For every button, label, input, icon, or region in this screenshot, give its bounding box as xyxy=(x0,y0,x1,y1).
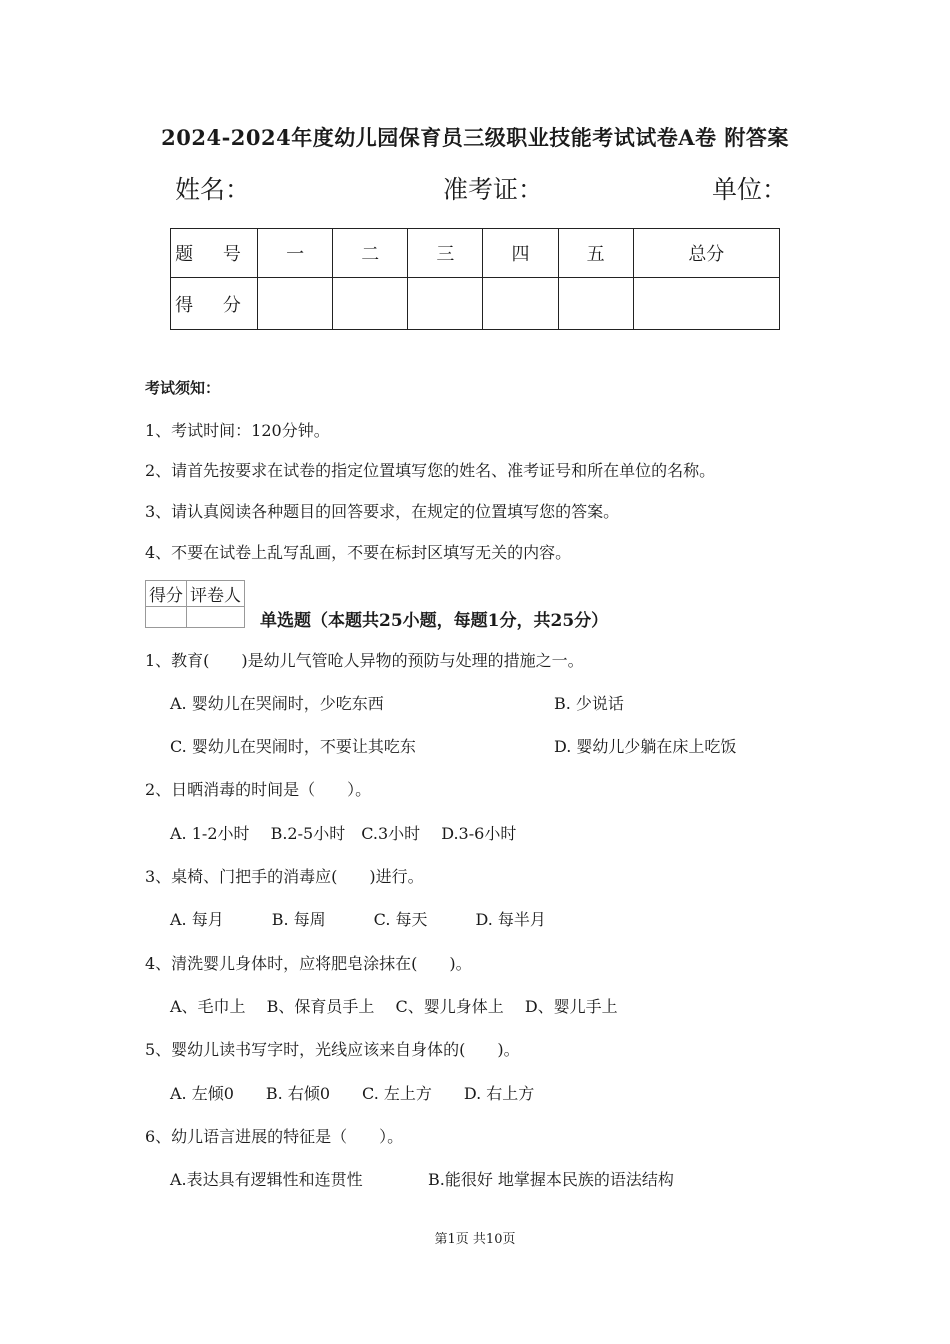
unit-label: 单位： xyxy=(712,175,788,204)
score-table-col: 五 xyxy=(558,229,633,278)
score-cell xyxy=(558,278,633,330)
score-table-col: 四 xyxy=(483,229,558,278)
notice-item: 4、不要在试卷上乱写乱画，不要在标封区填写无关的内容。 xyxy=(145,543,572,562)
score-table-score-row xyxy=(171,278,780,330)
page-footer: 第1页 共10页 xyxy=(434,1232,516,1247)
score-cell xyxy=(633,278,779,330)
question-options-line: A. 左倾0 B. 右倾0 C. 左上方 D. 右上方 xyxy=(170,1084,535,1103)
question-option: D. 婴幼儿少躺在床上吃饭 xyxy=(554,737,737,756)
question-option: A.表达具有逻辑性和连贯性 xyxy=(170,1170,363,1189)
question-options-line: A. 每月 B. 每周 C. 每天 D. 每半月 xyxy=(170,910,546,929)
score-table-row-label: 题 号 xyxy=(171,229,258,278)
notice-item: 2、请首先按要求在试卷的指定位置填写您的姓名、准考证号和所在单位的名称。 xyxy=(145,461,716,480)
question-stem: 5、婴幼儿读书写字时，光线应该来自身体的( )。 xyxy=(145,1040,520,1059)
score-table-col: 二 xyxy=(333,229,408,278)
notice-item: 1、考试时间：120分钟。 xyxy=(145,421,330,440)
exam-title: 2024-2024年度幼儿园保育员三级职业技能考试试卷A卷 附答案 xyxy=(161,125,789,150)
name-label: 姓名： xyxy=(175,175,251,204)
score-table-col: 一 xyxy=(258,229,333,278)
notice-item: 3、请认真阅读各种题目的回答要求，在规定的位置填写您的答案。 xyxy=(145,502,620,521)
exam-id-label: 准考证： xyxy=(443,175,544,204)
question-stem: 2、日晒消毒的时间是（ ）。 xyxy=(145,780,372,799)
score-cell xyxy=(333,278,408,330)
question-option: A. 婴幼儿在哭闹时，少吃东西 xyxy=(170,694,384,713)
question-options-line: A. 1-2小时 B.2-5小时 C.3小时 D.3-6小时 xyxy=(170,824,517,843)
grader-score-label: 得分 xyxy=(146,581,187,607)
question-option: C. 婴幼儿在哭闹时，不要让其吃东 xyxy=(170,737,416,756)
score-cell xyxy=(483,278,558,330)
question-stem: 4、清洗婴儿身体时，应将肥皂涂抹在( )。 xyxy=(145,954,472,973)
score-cell xyxy=(408,278,483,330)
score-cell xyxy=(258,278,333,330)
question-stem: 6、幼儿语言进展的特征是（ ）。 xyxy=(145,1127,404,1146)
notice-heading: 考试须知： xyxy=(145,379,221,397)
question-stem: 3、桌椅、门把手的消毒应( )进行。 xyxy=(145,867,424,886)
score-table-col: 总分 xyxy=(633,229,779,278)
question-options-line: A、毛巾上 B、保育员手上 C、婴儿身体上 D、婴儿手上 xyxy=(170,997,618,1016)
score-table xyxy=(170,228,780,330)
grader-score-cell xyxy=(146,607,187,628)
score-table-row-label: 得 分 xyxy=(171,278,258,330)
grader-name-cell xyxy=(187,607,245,628)
score-table-col: 三 xyxy=(408,229,483,278)
grader-box xyxy=(145,580,245,628)
grader-name-label: 评卷人 xyxy=(187,581,245,607)
question-stem: 1、教育( )是幼儿气管呛人异物的预防与处理的措施之一。 xyxy=(145,651,584,670)
section-title: 单选题（本题共25小题，每题1分，共25分） xyxy=(260,611,609,631)
question-option: B.能很好 地掌握本民族的语法结构 xyxy=(428,1170,674,1189)
question-option: B. 少说话 xyxy=(554,694,624,713)
score-table-header-row xyxy=(171,229,780,278)
